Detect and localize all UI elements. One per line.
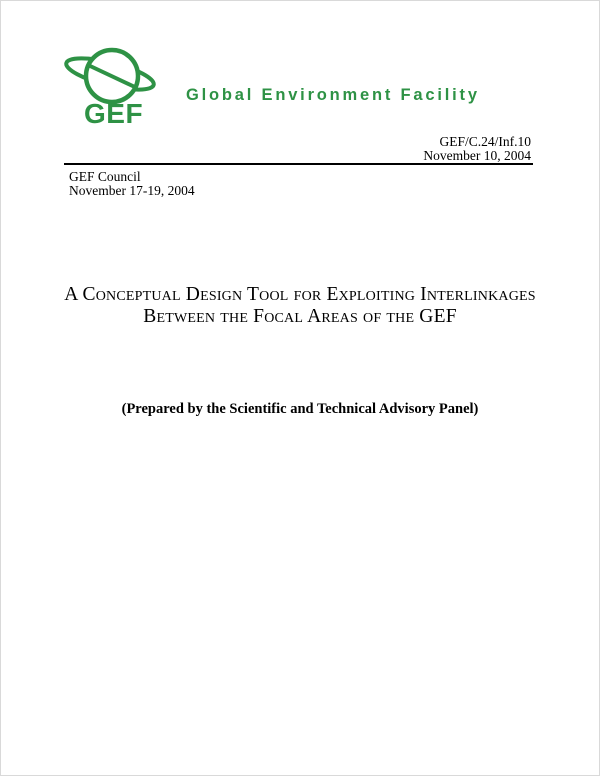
logo-acronym: GEF: [84, 98, 144, 129]
prepared-by-note: (Prepared by the Scientific and Technical Advisory Panel): [121, 401, 479, 417]
doc-number: GEF/C.24/Inf.10: [439, 134, 531, 149]
document-title-line-2: Between the Focal Areas of the GEF: [143, 306, 457, 327]
document-title: [0, 284, 600, 328]
header-rule: [64, 163, 533, 165]
council-dates: November 17-19, 2004: [69, 183, 195, 198]
council-name: GEF Council: [69, 169, 141, 184]
brand-title: Global Environment Facility: [186, 86, 480, 104]
doc-date: November 10, 2004: [423, 148, 531, 163]
doc-reference-block: [423, 135, 531, 163]
document-title-line-1: A Conceptual Design Tool for Exploiting Interlinkages: [64, 284, 536, 305]
council-block: [69, 170, 195, 198]
